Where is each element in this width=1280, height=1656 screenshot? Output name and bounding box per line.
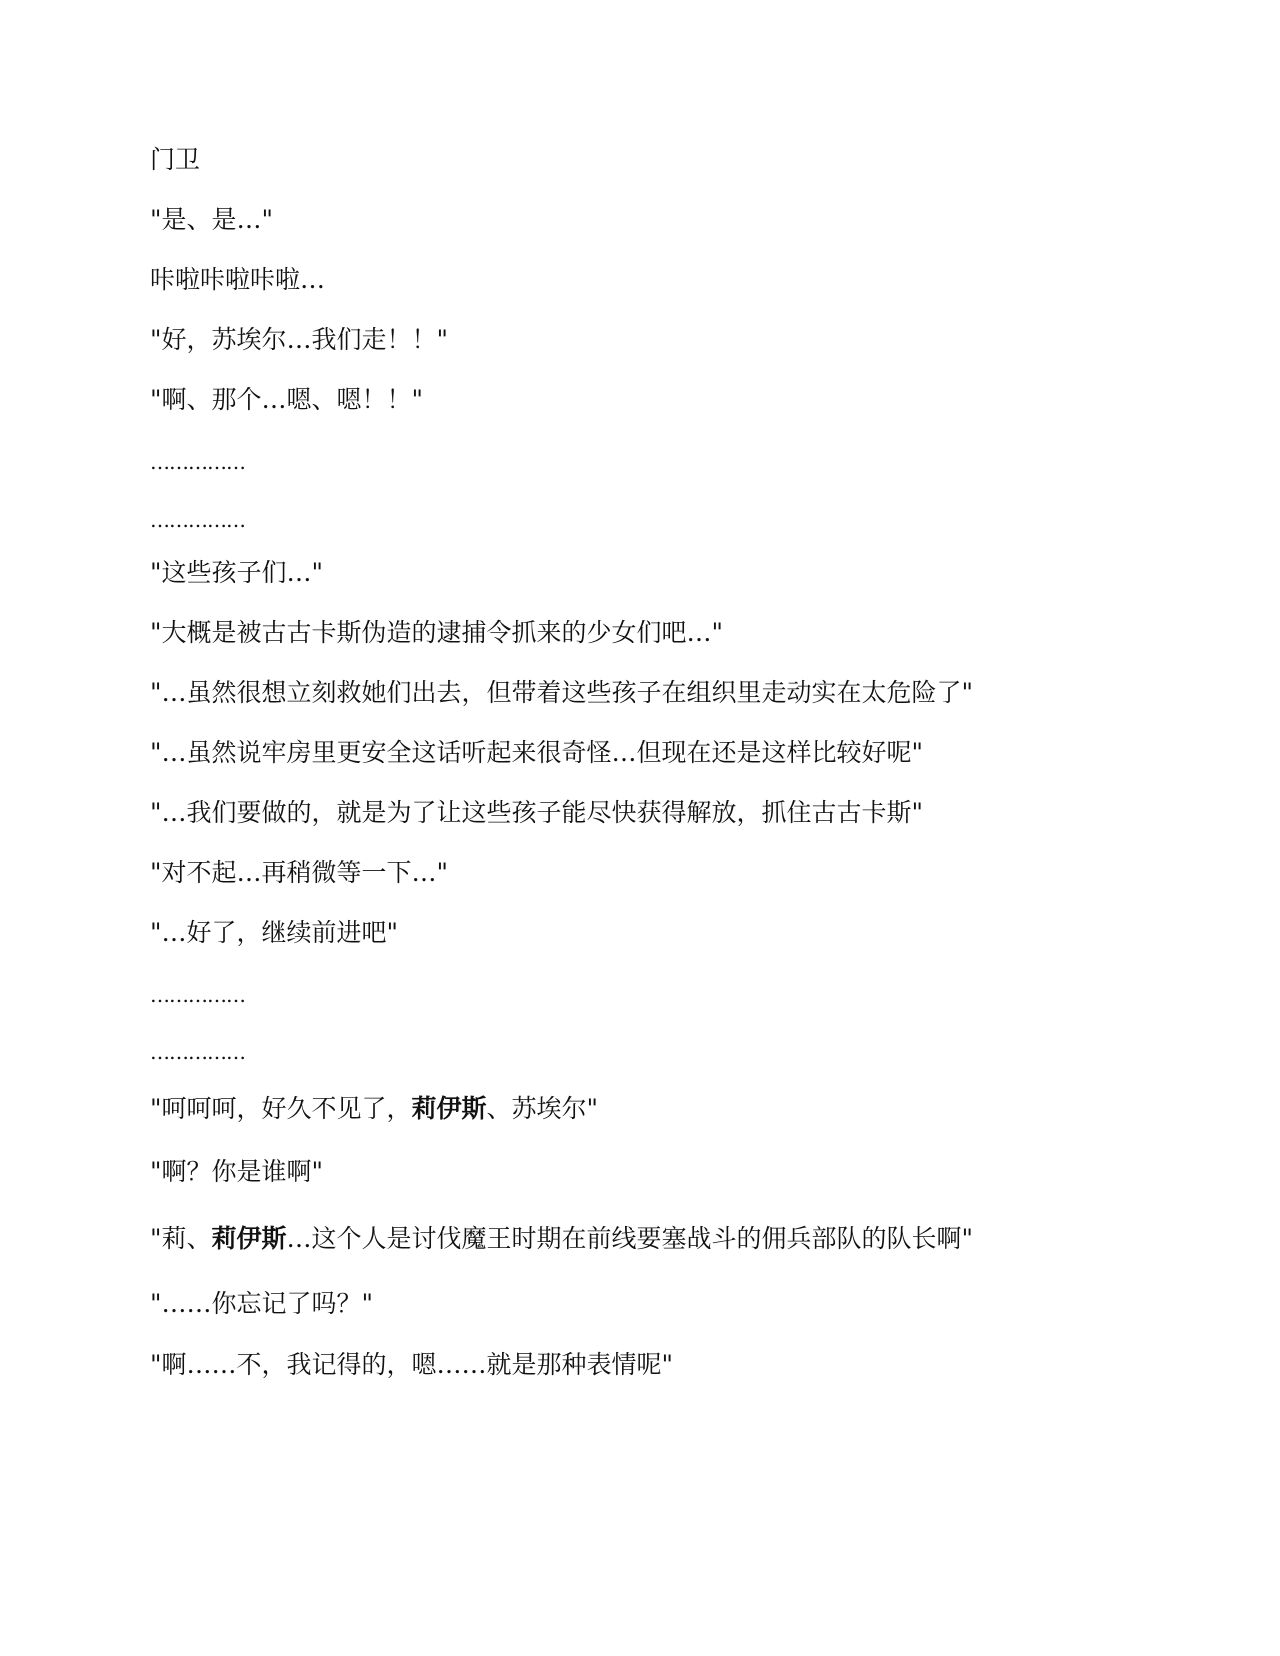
narration-line: 咔啦咔啦咔啦… [150, 265, 326, 294]
line-text-before: "呵呵呵，好久不见了， [150, 1094, 412, 1123]
ellipsis-separator: …………… [150, 450, 245, 474]
dialogue-line: "…好了，继续前进吧" [150, 918, 398, 947]
dialogue-line: "…虽然很想立刻救她们出去，但带着这些孩子在组织里走动实在太危险了" [150, 678, 974, 707]
character-name: 莉伊斯 [411, 1094, 487, 1123]
dialogue-line: "好，苏埃尔…我们走！！" [150, 325, 448, 354]
dialogue-line: "……你忘记了吗？" [150, 1289, 373, 1318]
dialogue-line: "…虽然说牢房里更安全这话听起来很奇怪…但现在还是这样比较好呢" [150, 738, 924, 767]
line-text-after: …这个人是讨伐魔王时期在前线要塞战斗的佣兵部队的队长啊" [286, 1224, 974, 1253]
dialogue-line: "大概是被古古卡斯伪造的逮捕令抓来的少女们吧…" [150, 618, 723, 647]
dialogue-line: "啊？你是谁啊" [150, 1157, 323, 1186]
dialogue-line: "对不起…再稍微等一下…" [150, 858, 448, 887]
dialogue-line: "…我们要做的，就是为了让这些孩子能尽快获得解放，抓住古古卡斯" [150, 798, 924, 827]
dialogue-line [150, 1222, 973, 1256]
speaker-label: 门卫 [150, 145, 201, 174]
dialogue-line: "啊……不，我记得的，嗯……就是那种表情呢" [150, 1350, 673, 1379]
line-text-before: "莉、 [150, 1224, 212, 1253]
ellipsis-separator: …………… [150, 1040, 245, 1064]
dialogue-line: "是、是…" [150, 205, 273, 234]
dialogue-line: "啊、那个…嗯、嗯！！" [150, 385, 423, 414]
character-name: 莉伊斯 [211, 1224, 287, 1253]
ellipsis-separator: …………… [150, 508, 245, 532]
dialogue-line [150, 1092, 598, 1126]
line-text-after: 、苏埃尔" [486, 1094, 599, 1123]
dialogue-line: "这些孩子们…" [150, 558, 323, 587]
ellipsis-separator: …………… [150, 983, 245, 1007]
